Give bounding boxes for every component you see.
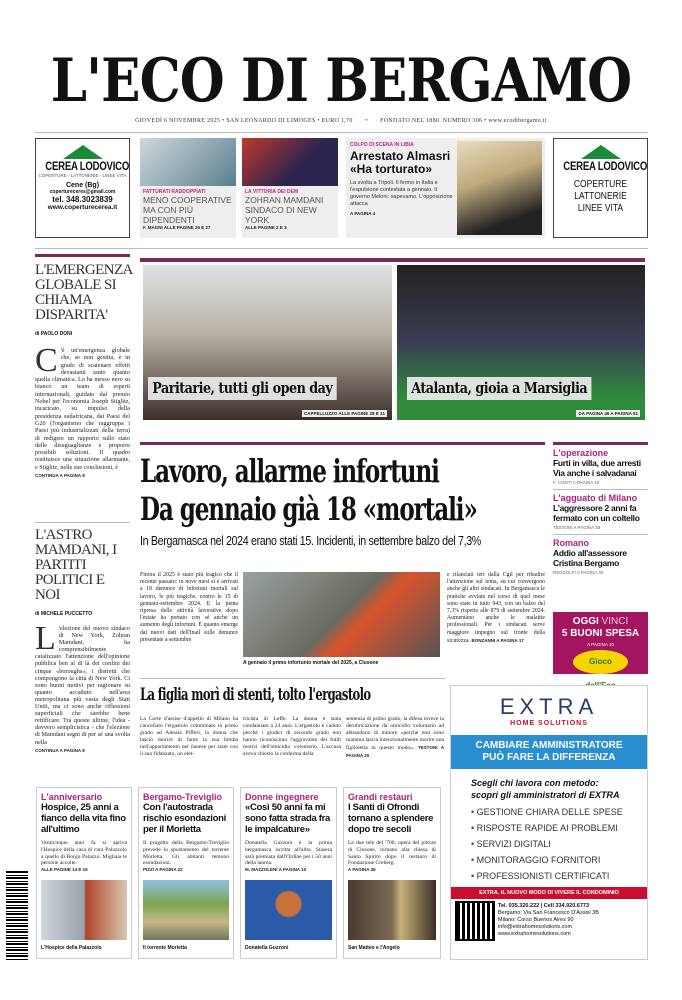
lead-article[interactable] <box>140 452 545 549</box>
ad-city: Cene (Bg) <box>65 182 100 189</box>
teaser-photo <box>140 138 236 186</box>
card-ingegnere[interactable] <box>240 787 337 959</box>
promo-buoni-spesa[interactable] <box>553 612 648 674</box>
brief-kicker: Romano <box>553 538 589 548</box>
editorial-title[interactable]: L'EMERGENZA GLOBALE SI CHIAMA DISPARITA' <box>35 262 132 323</box>
second-body-text: sentenza di primo grado, la difesa invece la derubricazione da omicidio volontario ad abbandono di minore «perché non sono mamma lascia intenzionalmente morire una figlioletta in questo modo». <box>346 716 444 751</box>
ad-brand: CEREA LODOVICO <box>563 159 648 173</box>
editorial-ref[interactable]: CONTINUA A PAGINA 8 <box>35 747 85 753</box>
photo-caption: Atalanta, gioia a Marsiglia <box>407 377 591 400</box>
ad-email: copertureceres@gmail.com <box>49 189 116 195</box>
card-caption: San Matteo e l'Angelo <box>348 945 400 952</box>
divider <box>140 678 445 679</box>
ad-web: www.coperturecerea.it <box>47 204 118 211</box>
teaser-ref: A PAGINA 4 <box>350 211 376 216</box>
founded-text: FONDATO NEL 1880. NUMERO 306 • www.ecodibergamo.it <box>380 118 547 124</box>
second-body-col: La Corte d'assise d'appello di Milano ha cancellato l'ergastolo comminato in primo grado ad Alessia Pifferi, la donna che lasciò morire di fame la sua bimba nell'appartamento nel ilanese per stare con il suo fidanzato, un elet- <box>140 716 238 757</box>
section-line <box>553 442 648 445</box>
lead-photo-caption: A gennaio il primo infortunio mortale del 2025, a Clusone <box>243 660 379 666</box>
extra-logo-sub: HOME SOLUTIONS <box>510 720 588 727</box>
card-caption: Donatella Guzzoni <box>245 945 289 952</box>
gioco-logo: Gioco <box>573 650 628 674</box>
divider <box>35 248 648 249</box>
promo-ref: A PAGINA 10 <box>587 642 614 647</box>
card-kicker: Grandi restauri <box>348 792 413 802</box>
divider <box>553 489 648 490</box>
dateline <box>0 118 682 124</box>
photo-ref: CAPPELLUZZO ALLE PAGINE 28 E 31 <box>303 411 385 416</box>
card-ref: A PAGINA 36 <box>348 867 376 873</box>
teaser-ref: ALLE PAGINE 2 E 3 <box>245 225 287 230</box>
extra-milano: Milano: Corso Buenos Aires 90 <box>498 917 574 923</box>
brief-title: Furti in villa, due arresti Via anche i salvadanai <box>553 458 641 478</box>
card-restauri[interactable] <box>343 787 441 959</box>
brief-kicker: L'agguato di Milano <box>553 493 638 503</box>
card-ref: PIZZI A PAGINA 22 <box>143 867 183 873</box>
card-photo <box>245 880 332 940</box>
editorial-title[interactable]: L'ASTRO MAMDANI, I PARTITI POLITICI E NOI <box>35 527 117 603</box>
ad-line: LINEE VITA <box>577 203 624 214</box>
editorial-byline: di MICHELE PUCCETTO <box>35 611 93 617</box>
brief-item[interactable] <box>553 538 648 579</box>
second-ref[interactable]: TESTONI A PAGINA 20 <box>346 745 444 758</box>
extra-bullet: • RISPOSTE RAPIDE AI PROBLEMI <box>471 823 647 833</box>
photo-atalanta[interactable] <box>397 265 645 420</box>
teaser-title: Arrestato Almasri «Ha torturato» <box>350 149 451 176</box>
card-hospice[interactable] <box>36 787 132 959</box>
roof-logo-icon <box>581 145 621 159</box>
card-title: Hospice, 25 anni a fianco della vita fino all'ultimo <box>41 802 126 835</box>
card-kicker: Bergamo-Treviglio <box>143 792 223 802</box>
card-body: Donatella Guzzoni è la prima bergamasca iscritta all'albo. Stasera sarà premiata dall'Ordine per i 50 anni della laurea. <box>245 840 332 867</box>
date-text: GIOVEDÌ 6 NOVEMBRE 2025 • SAN LEONARDO DI LIMOGES • EURO 1,70 <box>135 118 353 124</box>
photo-ref: DA PAGINA 46 A PAGINA 51 <box>578 411 638 416</box>
card-morletta[interactable] <box>138 787 234 959</box>
second-body-col <box>346 716 444 760</box>
teaser-cooperative[interactable] <box>140 138 236 238</box>
brief-item[interactable] <box>553 493 648 534</box>
card-body: Il progetto della Bergamo-Treviglio prevede lo spostamento del torrente Morletta. Gli abitanti temono esondazioni. <box>143 840 229 867</box>
divider <box>553 534 648 535</box>
brief-ref: TESTONI A PAGINA 29 <box>553 525 601 530</box>
card-caption: Il torrente Morletta <box>143 945 187 952</box>
card-photo <box>41 880 127 940</box>
ad-cerea-right[interactable] <box>553 138 648 238</box>
lead-body-text: e rilanciati ieri dalla Cgil per ribadire l'attenzione sul tema, su cui convergono anche gli altri sindacati. In Bergamasca le pratiche avviate nel corso di quel mese sono state in tutto 943, con un balzo del 7,3% rispetto alle 879 di settembre 2024. Aumentano anche le malattie professionali. Per i sindacati serve maggiore impegno sul fronte della sicurezza. <box>447 572 545 644</box>
second-headline[interactable]: La figlia morì di stenti, tolto l'ergastolo <box>140 685 371 705</box>
divider <box>35 522 130 523</box>
barcode-icon <box>6 870 28 960</box>
card-photo <box>348 880 436 940</box>
card-title: «Così 50 anni fa mi sono fatta strada fra le impalcature» <box>245 802 331 835</box>
teaser-mamdani[interactable] <box>242 138 338 238</box>
promo-headline: 5 BUONI SPESA <box>561 628 640 639</box>
brief-ref: REDDOLFI A PAGINA 30 <box>553 570 604 575</box>
section-line <box>140 442 545 445</box>
extra-bullet: • MONITORAGGIO FORNITORI <box>471 855 647 865</box>
section-line <box>35 254 130 257</box>
lead-subtitle: In Bergamasca nel 2024 erano stati 15. Incidenti, in settembre balzo del 7,3% <box>140 533 481 548</box>
photo-caption: Paritarie, tutti gli open day <box>148 377 337 400</box>
ad-cerea-left[interactable] <box>35 138 130 238</box>
ad-line: LATTONERIE <box>574 191 627 202</box>
roof-logo-icon <box>63 145 103 159</box>
brief-item[interactable] <box>553 448 648 489</box>
card-title: Con l'autostrada rischio esondazioni per il Morletta <box>143 802 226 835</box>
brief-ref: F. CONTI A PAGINA 15 <box>553 480 600 485</box>
brief-title: Addio all'assessore Cristina Bergamo <box>553 548 627 568</box>
second-body-col: tricista di Leffe. La donna è stata condannata a 24 anni. L'ergastolo è caduto perché i giudici di secondo grado non hanno riconosciuto l'aggravante dei futili motivi dell'omicidio volontario. L'accusa aveva chiesto la conferma della <box>243 716 341 757</box>
brief-kicker: L'operazione <box>553 448 609 458</box>
extra-bullet: • PROFESSIONISTI CERTIFICATI <box>471 871 647 881</box>
editorial-body: 'è un'emergenza globale che, se non gestita, è in grado di scatenare effetti devastanti tanto quanto quella climatica. Lo ha messo nero su bianco un team di esperti internazionali, guidato dal premio Nobel per l'economia Joseph Stiglitz, incaricato, su impulso della presidenza sudafricana, dai Paesi del G20 (l'organismo che raggruppa i Paesi più industrializzati della terra) di redigere un rapporto sullo stato delle disuguaglianze e proporre possibili soluzioni. Il quadro restituisce una situazione allarmante, e Stiglitz, nelle sue conclusioni, è <box>35 347 130 471</box>
teaser-ref: F. MAGNI ALLE PAGINE 26 E 27 <box>143 225 211 230</box>
extra-email[interactable]: info@extrahomesolutions.com <box>498 924 573 930</box>
ad-extra[interactable] <box>450 685 648 960</box>
lead-body-col1: Finora il 2025 è stato più tragico che il recente passato: in nove mesi si è arrivati a 18 denunce di infortuni mortali sul lavoro, le più tragiche, contro le 15 di gennaio-settembre 2024. E la piena ripresa delle attività lavorative dopo l'estate ha portato con sé anche un aumento degli infortuni. È quanto emerge dai nuovi dati dell'Inail sulle denunce presentate a settembre <box>140 572 238 643</box>
editorial-body: 'elezione del nuovo sindaco di New York, Zohran Mamdani, ha comprensibilmente catalizzato l'attenzione dell'opinione pubblica ben al di là dei confini dei cinque «boroughs», i distretti che compongono la città di New York. Ci sono buoni motivi per ragionare su quanto accaduto nell'area metropolitana più vasta degli Stati Uniti, ma ci sono anche riflessioni superficiali che sarebbe bene rettificare. Tra queste ultime, l'idea - davvero semplicistica - che l'elezione di Mamdani segni di per sé una svolta nella <box>35 625 130 746</box>
logo-mark: ~ <box>364 118 369 124</box>
extra-slogan: EXTRA. IL NUOVO MODO DI VIVERE IL CONDOMINIO <box>451 887 647 899</box>
extra-bergamo: Bergamo: Via San Francesco D'Assisi 3B <box>498 910 599 916</box>
teaser-kicker: FATTURATI RADDOPPIATI <box>143 189 206 195</box>
extra-banner: CAMBIARE AMMINISTRATORE PUÒ FARE LA DIFFERENZA <box>451 735 647 769</box>
teaser-body: La svolta a Tripoli. Il fermo in Italia e l'espulsione contestata a gennaio. Il governo Meloni: sapevamo. L'opposizione attacca <box>350 180 453 207</box>
lead-headline-1: Lavoro, allarme infortuni <box>140 452 439 490</box>
teaser-kicker: LA VITTORIA DEI DEM <box>245 189 299 195</box>
qr-code-icon[interactable] <box>457 903 493 939</box>
teaser-almasri[interactable] <box>346 138 545 238</box>
dropcap: L <box>35 620 56 657</box>
divider <box>35 132 648 133</box>
lead-body-col2 <box>447 572 545 645</box>
card-body: Le due tele del '700, opera del pittore di Clusone, tornano alla chiesa di Santo Spirito dopo il restauro di Fondazione Creberg. <box>348 840 436 867</box>
extra-web[interactable]: www.extrahomesolutions.com <box>498 931 571 937</box>
dropcap: C <box>35 342 58 379</box>
card-ref: M. MAZZOLENI A PAGINA 10 <box>245 867 307 873</box>
extra-bullet: • SERVIZI DIGITALI <box>471 839 647 849</box>
lead-photo <box>243 572 440 657</box>
editorial-ref[interactable]: CONTINUA A PAGINA 8 <box>35 473 85 479</box>
card-kicker: Donne ingegnere <box>245 792 319 802</box>
card-body: Venticinque anni fa si apriva l'Hospice della casa di cura Palazzolo a quello di Borgo Palazzo. Migliaia le persone accolte. <box>41 840 127 867</box>
promo-vinci: VINCI <box>601 616 629 627</box>
promo-oggi: OGGI <box>572 616 599 627</box>
card-ref: ALLE PAGINE 14 E 15 <box>41 867 88 873</box>
teaser-title: MENO COOPERATIVE MA CON PIÙ DIPENDENTI <box>143 195 232 225</box>
brief-title: L'aggressore 2 anni fa fermato con un coltello <box>553 503 640 523</box>
almasri-photo <box>457 141 542 235</box>
lead-headline-2: Da gennaio già 18 «mortali» <box>140 490 477 528</box>
lead-ref[interactable]: BONZANNI A PAGINA 17 <box>471 637 524 643</box>
card-kicker: L'anniversario <box>41 792 103 802</box>
editorial-mamdani <box>35 528 130 753</box>
briefs-column <box>553 442 648 674</box>
card-photo <box>143 880 229 940</box>
section-line <box>140 258 645 262</box>
photo-paritarie[interactable] <box>143 265 392 420</box>
ad-line: COPERTURE <box>573 179 628 190</box>
ad-tagline: COPERTURE - LATTONERIE - LINEE VITA <box>38 173 127 178</box>
teaser-title: ZOHRAN MAMDANI SINDACO DI NEW YORK <box>245 195 324 225</box>
teaser-kicker: COLPO DI SCENA IN LIBIA <box>350 142 414 148</box>
extra-logo: EXTRA <box>499 694 599 719</box>
card-title: I Santi di Ofrondi tornano a splendere dopo tre secoli <box>348 802 434 835</box>
editorial-byline: di PAOLO DONI <box>35 331 73 337</box>
extra-tel: Tel. 035.320.222 | Cell 334.920.6773 <box>498 903 590 909</box>
teaser-photo <box>242 138 338 186</box>
ad-tel: tel. 348.3023839 <box>52 195 113 204</box>
extra-bullet: • GESTIONE CHIARA DELLE SPESE <box>471 807 647 817</box>
masthead-title: L'ECO DI BERGAMO <box>50 46 632 116</box>
ad-brand: CEREA LODOVICO <box>45 159 130 173</box>
card-caption: L'Hospice della Palazzolo <box>41 945 102 952</box>
editorial-disparita <box>35 254 130 478</box>
extra-intro: Scegli chi lavora con metodo: scopri gli amministratori di EXTRA <box>471 778 620 800</box>
